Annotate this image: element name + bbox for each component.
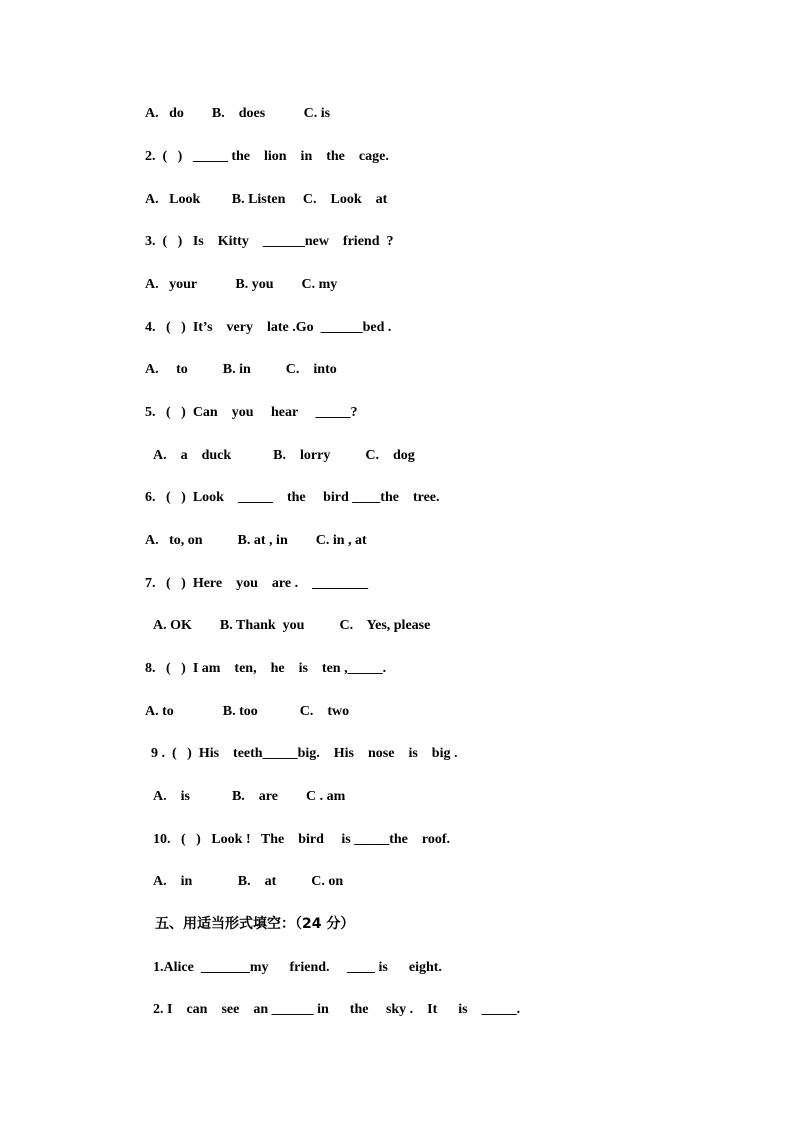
- section-five-heading: 五、用适当形式填空：（24 分）: [155, 916, 355, 932]
- q1-options: A. do B. does C. is: [145, 106, 331, 121]
- q10-question: 10. ( ) Look ! The bird is _____the roof.: [153, 832, 450, 847]
- q9-options: A. is B. are C . am: [153, 789, 346, 804]
- q7-question: 7. ( ) Here you are . ________: [145, 576, 369, 591]
- q4-options: A. to B. in C. into: [145, 362, 337, 377]
- fill-item-2: 2. I can see an ______ in the sky . It is _____.: [153, 1002, 521, 1017]
- q8-options: A. to B. too C. two: [145, 704, 350, 719]
- q2-question: 2. ( ) _____ the lion in the cage.: [145, 149, 389, 164]
- q4-question: 4. ( ) It’s very late .Go ______bed .: [145, 320, 392, 335]
- fill-item-1: 1.Alice _______my friend. ____ is eight.: [153, 960, 442, 975]
- q6-question: 6. ( ) Look _____ the bird ____the tree.: [145, 490, 440, 505]
- q3-question: 3. ( ) Is Kitty ______new friend ?: [145, 234, 394, 249]
- q8-question: 8. ( ) I am ten, he is ten ,_____.: [145, 661, 387, 676]
- q3-options: A. your B. you C. my: [145, 277, 338, 292]
- q7-options: A. OK B. Thank you C. Yes, please: [153, 618, 431, 633]
- q10-options: A. in B. at C. on: [153, 874, 344, 889]
- q5-question: 5. ( ) Can you hear _____?: [145, 405, 358, 420]
- q6-options: A. to, on B. at , in C. in , at: [145, 533, 367, 548]
- q5-options: A. a duck B. lorry C. dog: [153, 448, 415, 463]
- q2-options: A. Look B. Listen C. Look at: [145, 192, 388, 207]
- q9-question: 9 . ( ) His teeth_____big. His nose is big .: [151, 746, 458, 761]
